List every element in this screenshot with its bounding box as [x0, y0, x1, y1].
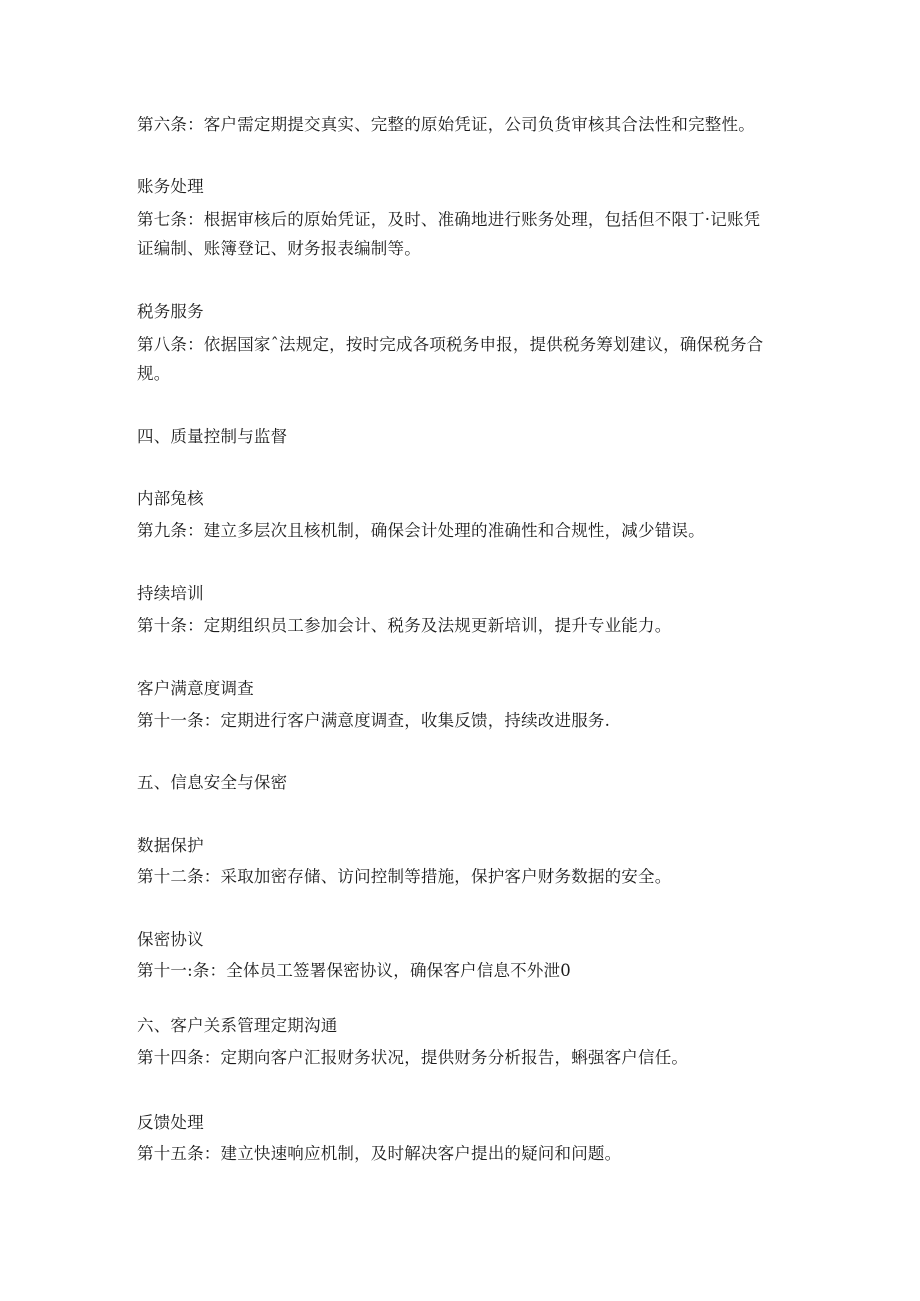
section-heading-data-protection: 数据保护: [137, 836, 204, 855]
article-8-text-line1: 第八条：依据国家ˆ法规定，按时完成各项税务申报，提供税务筹划建议，确保税务合: [137, 335, 764, 354]
article-7-text-line1: 第七条：根据审核后的原始凭证，及时、准确地进行账务处理，包括但不限丁·记账凭: [137, 210, 761, 229]
article-6-text: 第六条：客户需定期提交真实、完整的原始凭证，公司负货审核其合法性和完整性。: [137, 115, 755, 134]
chapter-heading-6: 六、客户关系管理定期沟通: [137, 1016, 338, 1035]
chapter-heading-4: 四、质量控制与监督: [137, 427, 288, 446]
article-15-text: 第十五条：建立快速响应机制，及时解决客户提出的疑问和问题。: [137, 1144, 622, 1163]
section-heading-confidentiality: 保密协议: [137, 930, 204, 949]
section-heading-accounting: 账务处理: [137, 177, 204, 196]
article-10-text: 第十条：定期组织员工参加会计、税务及法规更新培训，提升专业能力。: [137, 616, 672, 635]
section-heading-tax: 税务服务: [137, 302, 204, 321]
article-12-text: 第十二条：采取加密存储、访问控制等措施，保护客户财务数据的安全。: [137, 867, 672, 886]
section-heading-training: 持续培训: [137, 584, 204, 603]
article-8-text-line2: 规。: [137, 364, 171, 383]
article-7-text-line2: 证编制、账簿登记、财务报表编制等。: [137, 239, 421, 258]
chapter-heading-5: 五、信息安全与保密: [137, 773, 288, 792]
article-14-text: 第十四条：定期向客户汇报财务状况，提供财务分析报告，蝌强客户信任。: [137, 1048, 689, 1067]
article-11-text: 第十一条：定期进行客户满意度调查，收集反馈，持续改进服务.: [137, 711, 611, 730]
article-9-text: 第九条：建立多层次且核机制，确保会计处理的准确性和合规性，减少错误。: [137, 521, 705, 540]
section-heading-feedback: 反馈处理: [137, 1113, 204, 1132]
article-13-text: 第十一:条：全体员工签署保密协议，确保客户信息不外泄0: [137, 961, 571, 980]
section-heading-internal-audit: 内部兔核: [137, 489, 204, 508]
section-heading-satisfaction: 客户满意度调查: [137, 679, 254, 698]
